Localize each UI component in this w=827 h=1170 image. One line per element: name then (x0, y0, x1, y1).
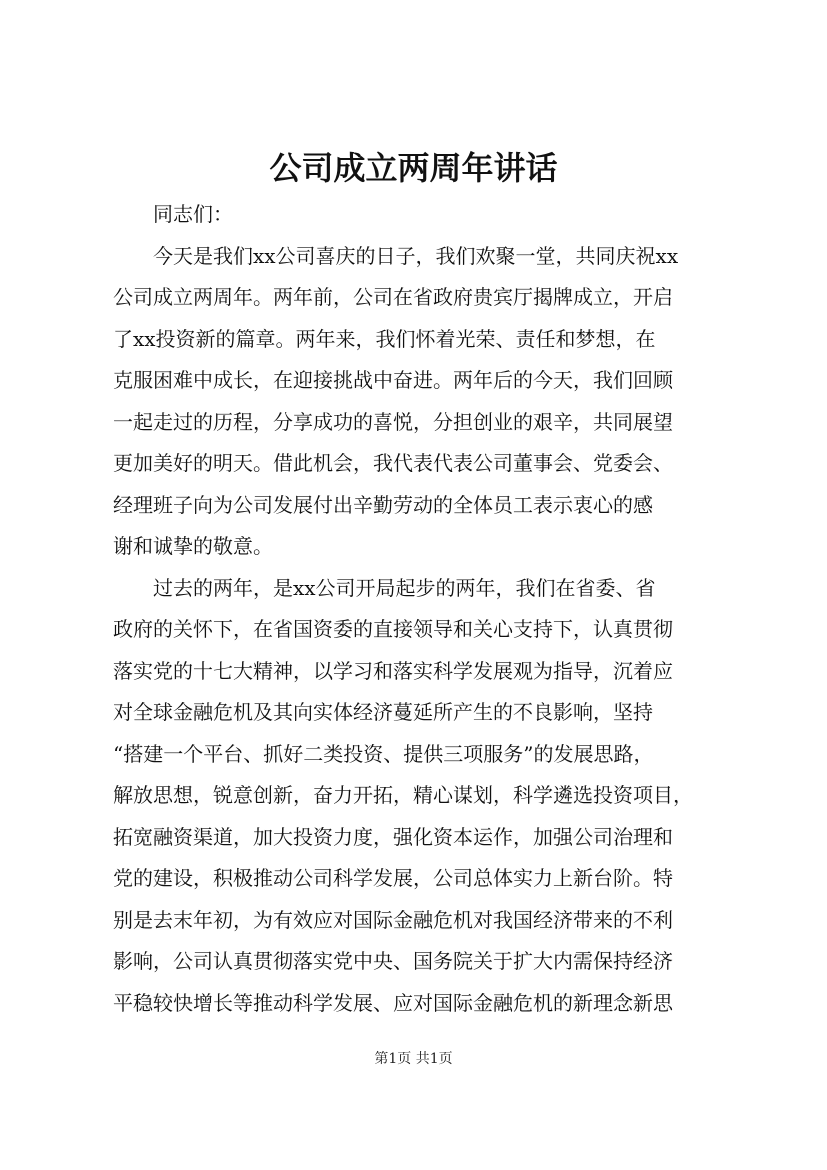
paragraph-line: 解放思想，锐意创新，奋力开拓，精心谋划，科学遴选投资项目， (113, 783, 693, 807)
paragraph-line: 同志们： (113, 202, 233, 226)
paragraph-line: “搭建一个平台、抓好二类投资、提供三项服务”的发展思路， (113, 742, 654, 766)
paragraph-line: 一起走过的历程，分享成功的喜悦，分担创业的艰辛，共同展望 (113, 410, 673, 434)
paragraph-line: 别是去末年初，为有效应对国际金融危机对我国经济带来的不利 (113, 908, 673, 932)
paragraph-line: 克服困难中成长，在迎接挑战中奋进。两年后的今天，我们回顾 (113, 368, 673, 392)
paragraph-line: 政府的关怀下，在省国资委的直接领导和关心支持下，认真贯彻 (113, 617, 673, 641)
paragraph-line: 公司成立两周年。两年前，公司在省政府贵宾厅揭牌成立，开启 (113, 285, 673, 309)
paragraph-line: 了xx投资新的篇章。两年来，我们怀着光荣、责任和梦想，在 (113, 327, 656, 351)
paragraph-line: 落实党的十七大精神，以学习和落实科学发展观为指导，沉着应 (113, 659, 673, 683)
page-footer: 第1页 共1页 (374, 1051, 453, 1067)
paragraph-line: 今天是我们xx公司喜庆的日子，我们欢聚一堂，共同庆祝xx (113, 244, 679, 268)
paragraph-line: 经理班子向为公司发展付出辛勤劳动的全体员工表示衷心的感 (113, 493, 653, 517)
paragraph-line: 更加美好的明天。借此机会，我代表代表公司董事会、党委会、 (113, 451, 673, 475)
page-title: 公司成立两周年讲话 (269, 149, 558, 187)
paragraph-line: 党的建设，积极推动公司科学发展，公司总体实力上新台阶。特 (113, 866, 673, 890)
paragraph-line: 平稳较快增长等推动科学发展、应对国际金融危机的新理念新思 (113, 991, 673, 1015)
paragraph-line: 对全球金融危机及其向实体经济蔓延所产生的不良影响，坚持 (113, 700, 653, 724)
paragraph-line: 谢和诚挚的敬意。 (113, 534, 273, 558)
paragraph-line: 拓宽融资渠道，加大投资力度，强化资本运作，加强公司治理和 (113, 825, 673, 849)
paragraph-line: 影响，公司认真贯彻落实党中央、国务院关于扩大内需保持经济 (113, 949, 673, 973)
paragraph-line: 过去的两年，是xx公司开局起步的两年，我们在省委、省 (113, 576, 656, 600)
